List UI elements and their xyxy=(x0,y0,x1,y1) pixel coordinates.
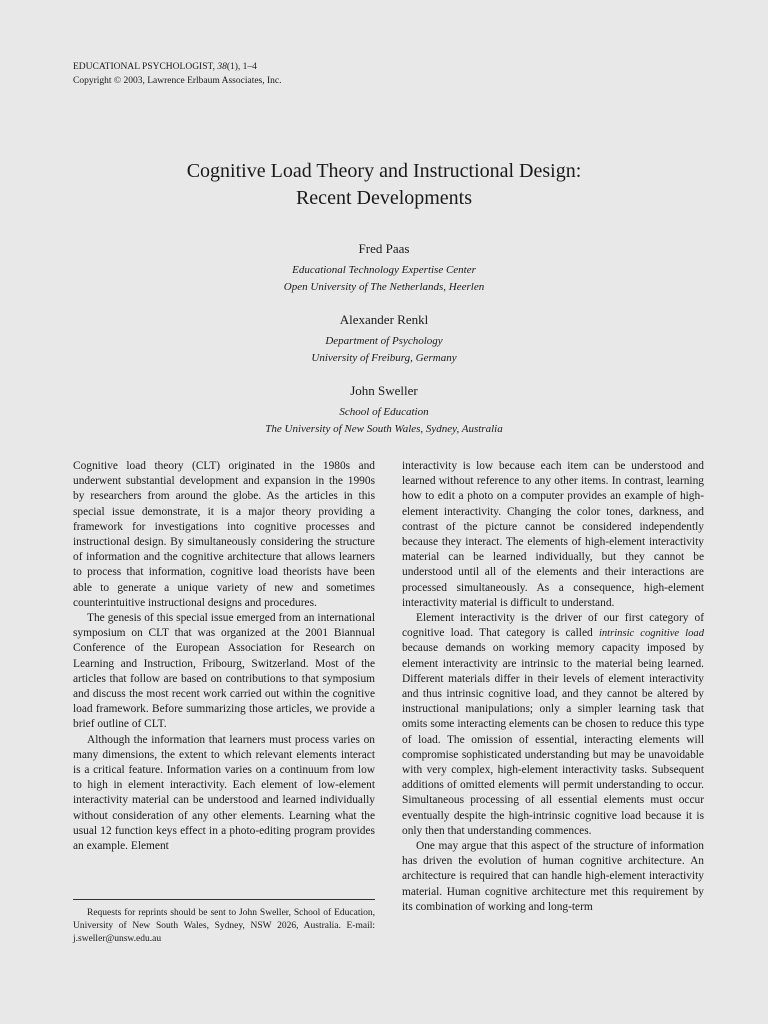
author-name: Fred Paas xyxy=(358,241,410,256)
copyright-line: Copyright © 2003, Lawrence Erlbaum Associates, Inc. xyxy=(73,76,282,86)
author-affiliation: Department of Psychology xyxy=(325,335,443,347)
emphasized-term: intrinsic cognitive load xyxy=(598,628,704,640)
title-block xyxy=(0,158,768,438)
body-paragraph xyxy=(402,611,704,839)
title-line-2: Recent Developments xyxy=(295,187,473,209)
paper-title xyxy=(0,158,768,212)
title-line-1: Cognitive Load Theory and Instructional Design: xyxy=(186,160,582,182)
body-paragraph: Although the information that learners must process varies on many dimensions, the extent to which relevant elements interact is a critical feature. Information varies on a continuum from low to high in element interactivity. Each element of low-element interactivity material can be understood and learned individually without consideration of any other elements. Learning what the usual 12 function keys effect in a photo-editing program provides an example. Element xyxy=(73,733,375,853)
body-paragraph: Cognitive load theory (CLT) originated in the 1980s and underwent substantial development and expansion in the 1990s by researchers from around the globe. As the articles in this special issue demonstrate, it is a major theory providing a framework for investigations into cognitive processes and instructional design. By simultaneously considering the structure of information and the cognitive architecture that allows learners to process that information, cognitive load theorists have been able to generate a unique variety of new and sometimes counterintuitive instructional designs and procedures. xyxy=(73,460,375,609)
journal-issue-pages: (1), 1–4 xyxy=(226,62,257,72)
journal-volume: 38 xyxy=(217,62,227,72)
body-paragraph: One may argue that this aspect of the structure of information has driven the evolution of human cognitive architecture. An architecture is required that can handle high-element interactivity material. Human cognitive architecture met this requirement by its combination of working and long-term xyxy=(402,840,704,913)
footnote-text: Requests for reprints should be sent to John Sweller, School of Education, University of New South Wales, Sydney, NSW 2026, Australia. E-mail: j.sweller@unsw.edu.au xyxy=(73,908,375,944)
paragraph-text: Element interactivity is the driver of our first category of cognitive load. That category is called xyxy=(402,612,704,640)
author-name: Alexander Renkl xyxy=(339,312,429,327)
author-name: John Sweller xyxy=(350,383,418,398)
author-affiliation: University of Freiburg, Germany xyxy=(311,352,457,364)
journal-name: EDUCATIONAL PSYCHOLOGIST, xyxy=(73,62,218,72)
journal-header xyxy=(73,60,282,88)
left-column xyxy=(73,459,375,854)
author-affiliation: Open University of The Netherlands, Heerlen xyxy=(283,281,485,293)
right-column xyxy=(402,459,704,915)
author-affiliation: The University of New South Wales, Sydney, Australia xyxy=(265,423,503,435)
body-paragraph: The genesis of this special issue emerged from an international symposium on CLT that was organized at the 2001 Biannual Conference of the European Association for Research on Learning and Instruction, Fribourg, Switzerland. Most of the articles that follow are based on contributions to that symposium and discuss the most recent work carried out within the cognitive load framework. Before summarizing those articles, we provide a brief outline of CLT. xyxy=(73,612,375,731)
paragraph-text: because demands on working memory capacity imposed by element interactivity are intrinsic to the material being learned. Different materials differ in their levels of element interactivity and thus intrinsic cognitive load, and they cannot be altered by instructional manipulations; only a simpler learning task that omits some interacting elements can be chosen to reduce this type of load. The omission of essential, interacting elements will compromise sophisticated understanding but may be unavoidable with very complex, high-element interactivity tasks. Subsequent additions of omitted elements will permit understanding to occur. Simultaneous processing of all essential elements must occur eventually despite the high-intrinsic cognitive load because it is only then that understanding commences. xyxy=(402,642,704,837)
author-affiliation: School of Education xyxy=(339,406,429,418)
body-paragraph: interactivity is low because each item can be understood and learned without reference to any other items. In contrast, learning how to edit a photo on a computer provides an example of high-element interactivity. Changing the color tones, darkness, and contrast of the picture cannot be considered independently because they interact. The elements of high-element interactivity material can be learned individually, but they cannot be understood until all of the elements and their interactions are processed simultaneously. As a consequence, high-element interactivity material is difficult to understand. xyxy=(402,460,704,609)
author-affiliation: Educational Technology Expertise Center xyxy=(292,264,476,276)
footnote xyxy=(73,907,375,946)
journal-citation xyxy=(73,60,282,74)
footnote-divider xyxy=(73,899,375,900)
